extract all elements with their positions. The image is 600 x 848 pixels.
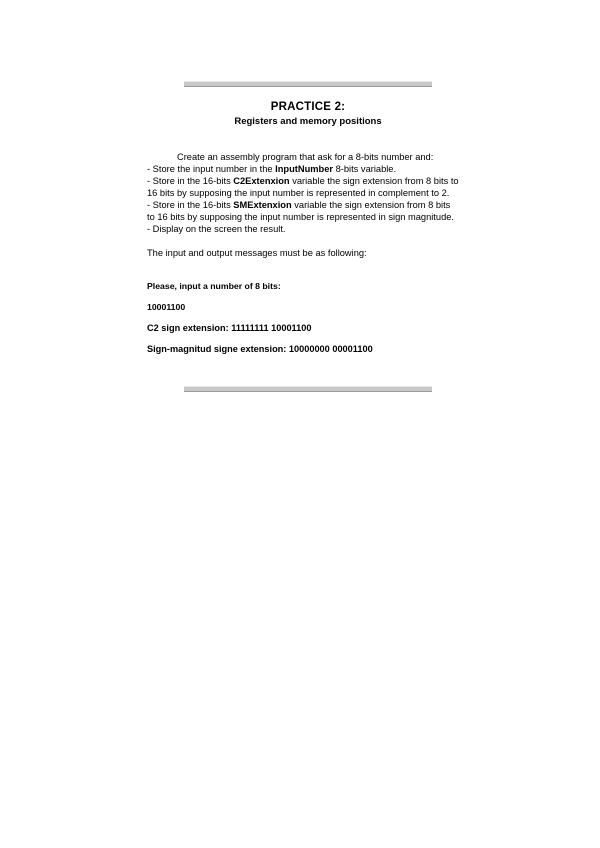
- page-subtitle: Registers and memory positions: [234, 116, 382, 127]
- input-value: 10001100: [147, 302, 186, 312]
- statement-intro: Create an assembly program that ask for a 8-bits number and:: [177, 152, 434, 162]
- sm-extension-line: Sign-magnitud signe extension: 10000000 00001100: [147, 344, 373, 354]
- statement-item: - Display on the screen the result.: [147, 224, 286, 234]
- input-prompt: Please, input a number of 8 bits:: [147, 281, 281, 291]
- statement-item: 16 bits by supposing the input number is represented in complement to 2.: [147, 188, 450, 198]
- statement-item: - Store in the 16-bits SMExtenxion variable the sign extension from 8 bits: [147, 200, 451, 210]
- bottom-divider: [184, 386, 432, 392]
- statement-item: - Store the input number in the InputNumber 8-bits variable.: [147, 164, 397, 174]
- messages-note: The input and output messages must be as following:: [147, 248, 367, 258]
- statement-body: [147, 151, 492, 259]
- top-divider: [184, 81, 432, 87]
- variable-name: C2Extenxion: [233, 176, 290, 186]
- output-example: [147, 281, 492, 365]
- page-title: PRACTICE 2:: [270, 101, 346, 113]
- variable-name: SMExtenxion: [233, 200, 292, 210]
- statement-item: - Store in the 16-bits C2Extenxion variable the sign extension from 8 bits to: [147, 176, 459, 186]
- statement-item: to 16 bits by supposing the input number is represented in sign magnitude.: [147, 212, 454, 222]
- c2-extension-line: C2 sign extension: 11111111 10001100: [147, 323, 312, 333]
- variable-name: InputNumber: [275, 164, 334, 174]
